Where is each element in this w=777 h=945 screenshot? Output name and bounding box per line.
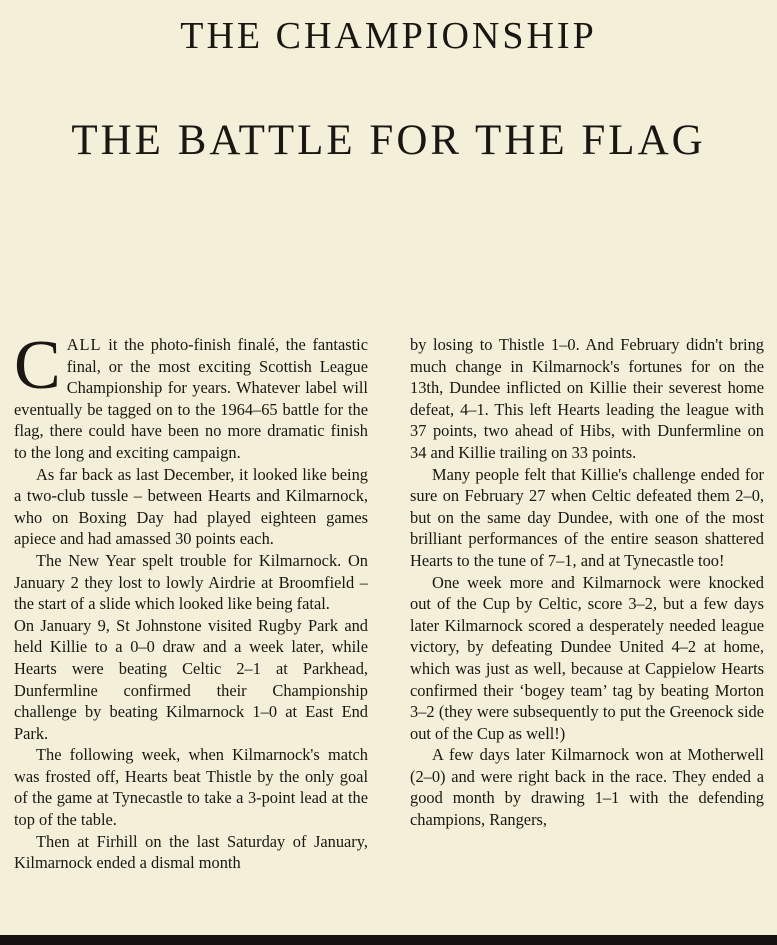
drop-cap: C	[14, 327, 61, 404]
left-column	[14, 327, 368, 874]
scan-edge	[0, 935, 777, 945]
paragraph-3: The New Year spelt trouble for Kilmarnock. On January 2 they lost to lowly Airdrie at Broomfield – the start of a slide which looked like being fatal.	[14, 550, 368, 614]
paragraph-10: A few days later Kilmarnock won at Motherwell (2–0) and were right back in the race. They ended a good month by drawing 1–1 with the defending champions, Rangers,	[410, 745, 764, 830]
paragraph-5: The following week, when Kilmarnock's match was frosted off, Hearts beat Thistle by the only goal of the game at Tynecastle to take a 3-point lead at the top of the table.	[14, 745, 368, 830]
paragraph-2: As far back as last December, it looked like being a two-club tussle – between Hearts and Kilmarnock, who on Boxing Day had played eighteen games apiece and had amassed 30 points each.	[14, 464, 368, 549]
paragraph-7: by losing to Thistle 1–0. And February didn't bring much change in Kilmarnock's fortunes for on the 13th, Dundee inflicted on Killie their severest home defeat, 4–1. This left Hearts leading the league with 37 points, two ahead of Hibs, with Dunfermline on 34 and Killie trailing on 33 points.	[410, 335, 764, 462]
page-title: THE CHAMPIONSHIP	[180, 15, 597, 57]
right-column	[410, 334, 764, 831]
page-subtitle: THE BATTLE FOR THE FLAG	[71, 117, 706, 164]
paragraph-9: One week more and Kilmarnock were knocked out of the Cup by Celtic, score 3–2, but a few days later Kilmarnock scored a desperately needed league victory, by defeating Dundee United 4–2 at home, which was just as well, because at Cappielow Hearts confirmed their ‘bogey team’ tag by beating Morton 3–2 (they were subsequently to put the Greenock side out of the Cup as well!)	[410, 572, 764, 743]
paragraph-1-text: it the photo-finish finalé, the fantastic final, or the most exciting Scottish League Championship for years. Whatever label will eventually be tagged on to the 1964–65 battle for the flag, there could have been no more dramatic finish to the long and exciting campaign.	[14, 335, 368, 462]
opening-small-caps: ALL	[66, 335, 102, 354]
paragraph-6: Then at Firhill on the last Saturday of January, Kilmarnock ended a dismal month	[14, 831, 368, 873]
paragraph-1	[14, 327, 368, 464]
paragraph-8: Many people felt that Killie's challenge ended for sure on February 27 when Celtic defeated them 2–0, but on the same day Dundee, with one of the most brilliant performances of the entire season shattered Hearts to the tune of 7–1, and at Tynecastle too!	[410, 464, 764, 570]
paragraph-4: On January 9, St Johnstone visited Rugby Park and held Killie to a 0–0 draw and a week later, while Hearts were beating Celtic 2–1 at Parkhead, Dunfermline confirmed their Championship challenge by beating Kilmarnock 1–0 at East End Park.	[14, 615, 368, 743]
